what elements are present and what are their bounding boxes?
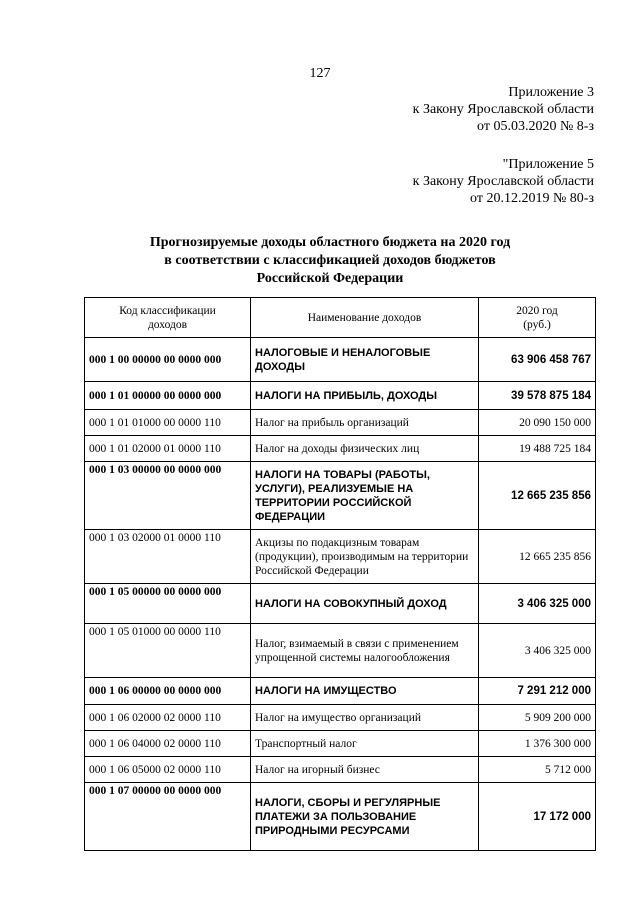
header-text: доходов <box>147 318 188 331</box>
table-row <box>85 757 596 783</box>
title-line: в соответствии с классификацией доходов бюджетов <box>164 253 496 268</box>
income-amount: 12 665 235 856 <box>479 462 596 530</box>
income-code: 000 1 00 00000 00 0000 000 <box>85 338 251 382</box>
table-row <box>85 678 596 705</box>
income-code: 000 1 05 01000 00 0000 110 <box>85 624 251 678</box>
header-text: 2020 год <box>516 304 558 317</box>
appendix-law-reference: к Закону Ярославской области <box>412 174 594 189</box>
income-amount: 20 090 150 000 <box>479 410 596 436</box>
table-row <box>85 462 596 530</box>
table-header-row <box>85 298 596 338</box>
table-row <box>85 338 596 382</box>
income-name: НАЛОГИ НА ПРИБЫЛЬ, ДОХОДЫ <box>251 382 479 410</box>
income-name: Налог на игорный бизнес <box>251 757 479 783</box>
income-amount: 39 578 875 184 <box>479 382 596 410</box>
income-amount: 3 406 325 000 <box>479 624 596 678</box>
income-amount: 5 909 200 000 <box>479 705 596 731</box>
income-amount: 1 376 300 000 <box>479 731 596 757</box>
income-table <box>84 297 596 851</box>
table-row <box>85 530 596 584</box>
income-name: Транспортный налог <box>251 731 479 757</box>
income-name: Налог на прибыль организаций <box>251 410 479 436</box>
table-row <box>85 436 596 462</box>
document-title <box>120 234 540 288</box>
income-code: 000 1 07 00000 00 0000 000 <box>85 783 251 851</box>
income-name: Налог на доходы физических лиц <box>251 436 479 462</box>
income-name: Налог на имущество организаций <box>251 705 479 731</box>
table-row <box>85 783 596 851</box>
income-code: 000 1 06 05000 02 0000 110 <box>85 757 251 783</box>
income-code: 000 1 06 02000 02 0000 110 <box>85 705 251 731</box>
table-row <box>85 705 596 731</box>
appendix-header-current <box>413 84 594 135</box>
income-amount: 7 291 212 000 <box>479 678 596 705</box>
income-amount: 12 665 235 856 <box>479 530 596 584</box>
income-name: НАЛОГИ, СБОРЫ И РЕГУЛЯРНЫЕ ПЛАТЕЖИ ЗА ПОЛЬЗОВАНИЕ ПРИРОДНЫМИ РЕСУРСАМИ <box>251 783 479 851</box>
column-header-name: Наименование доходов <box>251 298 479 338</box>
income-amount: 17 172 000 <box>479 783 596 851</box>
income-code: 000 1 03 00000 00 0000 000 <box>85 462 251 530</box>
appendix-title: Приложение 3 <box>508 85 594 100</box>
table-row <box>85 382 596 410</box>
income-name: НАЛОГОВЫЕ И НЕНАЛОГОВЫЕ ДОХОДЫ <box>251 338 479 382</box>
column-header-code <box>85 298 251 338</box>
income-name: Налог, взимаемый в связи с применением упрощенной системы налогообложения <box>251 624 479 678</box>
income-code: 000 1 01 02000 01 0000 110 <box>85 436 251 462</box>
income-amount: 5 712 000 <box>479 757 596 783</box>
table-row <box>85 624 596 678</box>
income-code: 000 1 06 04000 02 0000 110 <box>85 731 251 757</box>
income-name: НАЛОГИ НА ИМУЩЕСТВО <box>251 678 479 705</box>
income-amount: 19 488 725 184 <box>479 436 596 462</box>
table-row <box>85 731 596 757</box>
table-row <box>85 584 596 624</box>
header-text: (руб.) <box>523 318 551 331</box>
header-text: Код классификации <box>119 304 216 317</box>
income-name: НАЛОГИ НА ТОВАРЫ (РАБОТЫ, УСЛУГИ), РЕАЛИЗУЕМЫЕ НА ТЕРРИТОРИИ РОССИЙСКОЙ ФЕДЕРАЦИИ <box>251 462 479 530</box>
income-code: 000 1 05 00000 00 0000 000 <box>85 584 251 624</box>
income-name: Акцизы по подакцизным товарам (продукции), производимым на территории Российской Федерации <box>251 530 479 584</box>
page-number: 127 <box>309 66 331 81</box>
income-code: 000 1 03 02000 01 0000 110 <box>85 530 251 584</box>
appendix-law-date: от 05.03.2020 № 8-з <box>477 119 594 134</box>
appendix-law-reference: к Закону Ярославской области <box>412 102 594 117</box>
appendix-title: "Приложение 5 <box>502 157 594 172</box>
title-line: Прогнозируемые доходы областного бюджета на 2020 год <box>149 235 511 250</box>
income-name: НАЛОГИ НА СОВОКУПНЫЙ ДОХОД <box>251 584 479 624</box>
table-row <box>85 410 596 436</box>
income-code: 000 1 06 00000 00 0000 000 <box>85 678 251 705</box>
title-line: Российской Федерации <box>256 271 404 286</box>
column-header-amount <box>479 298 596 338</box>
income-code: 000 1 01 01000 00 0000 110 <box>85 410 251 436</box>
appendix-law-date: от 20.12.2019 № 80-з <box>470 191 594 206</box>
appendix-header-original <box>413 156 594 207</box>
income-amount: 63 906 458 767 <box>479 338 596 382</box>
income-amount: 3 406 325 000 <box>479 584 596 624</box>
income-code: 000 1 01 00000 00 0000 000 <box>85 382 251 410</box>
